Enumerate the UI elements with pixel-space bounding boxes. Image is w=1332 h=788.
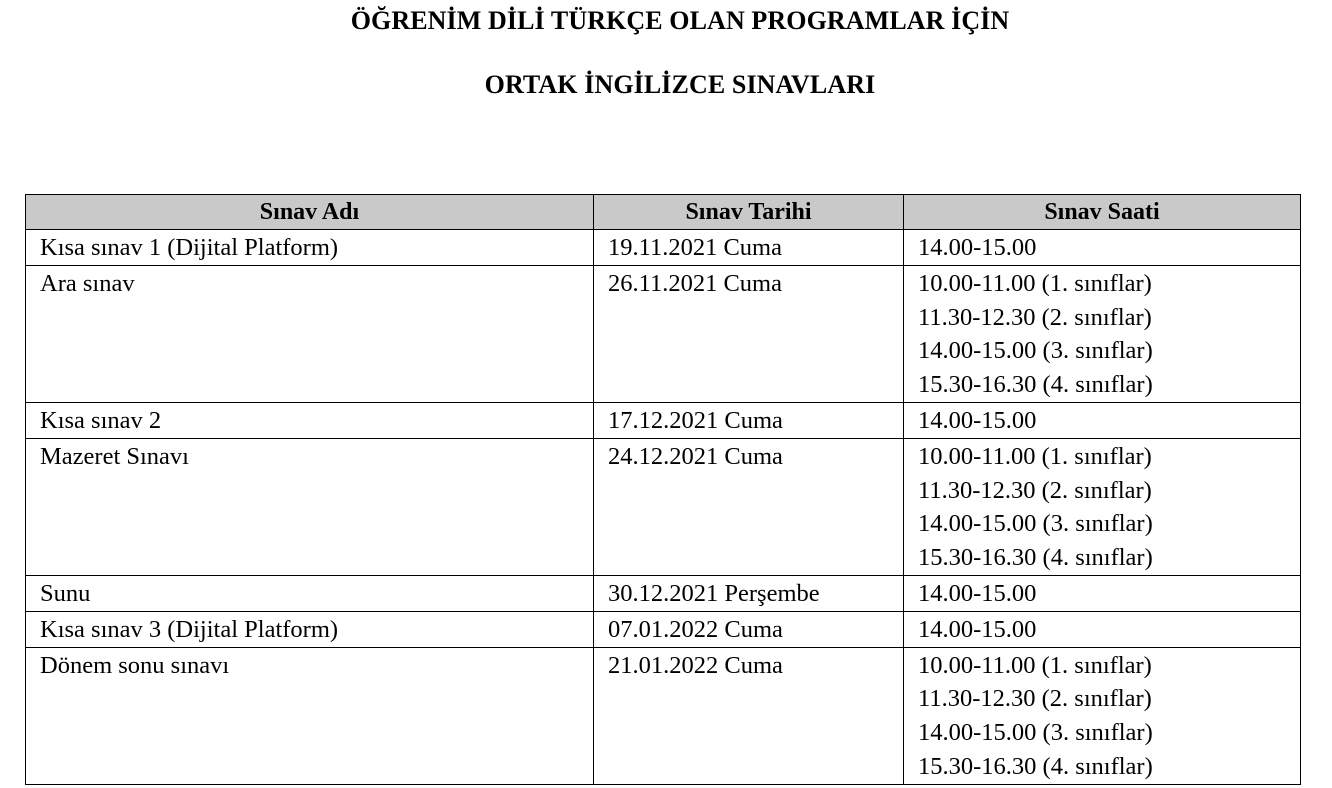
table-header-row xyxy=(26,195,1301,230)
exam-name: Kısa sınav 1 (Dijital Platform) xyxy=(40,234,339,261)
exam-name-cell xyxy=(26,230,594,266)
exam-time: 14.00-15.00 xyxy=(918,234,1037,261)
exam-time: 14.00-15.00 (3. sınıflar) xyxy=(918,337,1153,365)
exam-name: Ara sınav xyxy=(40,269,135,297)
exam-time: 15.30-16.30 (4. sınıflar) xyxy=(918,752,1153,780)
exam-time: 10.00-11.00 (1. sınıflar) xyxy=(918,269,1152,297)
exam-time: 11.30-12.30 (2. sınıflar) xyxy=(918,303,1152,331)
document-subtitle: ORTAK İNGİLİZCE SINAVLARI xyxy=(484,70,876,99)
exam-time: 14.00-15.00 xyxy=(918,406,1037,434)
exam-name: Sunu xyxy=(40,579,91,607)
table-row xyxy=(26,438,1301,575)
header-exam-time: Sınav Saati xyxy=(904,195,1301,230)
exam-date: 24.12.2021 Cuma xyxy=(608,442,783,470)
exam-date: 26.11.2021 Cuma xyxy=(608,269,782,297)
exam-time: 11.30-12.30 (2. sınıflar) xyxy=(918,685,1152,713)
exam-time-cell xyxy=(904,230,1301,266)
exam-date-cell xyxy=(594,230,904,266)
exam-time: 11.30-12.30 (2. sınıflar) xyxy=(918,476,1152,504)
exam-date: 17.12.2021 Cuma xyxy=(608,406,783,434)
exam-time: 14.00-15.00 xyxy=(918,615,1037,643)
exam-name-cell xyxy=(26,611,594,647)
exam-name-cell xyxy=(26,575,594,611)
table-row xyxy=(26,575,1301,611)
exam-time-cell xyxy=(904,611,1301,647)
exam-time: 10.00-11.00 (1. sınıflar) xyxy=(918,651,1152,679)
document-title: ÖĞRENİM DİLİ TÜRKÇE OLAN PROGRAMLAR İÇİN xyxy=(350,6,1010,35)
exam-time-cell xyxy=(904,647,1301,784)
exam-time: 14.00-15.00 (3. sınıflar) xyxy=(918,510,1153,538)
table-row xyxy=(26,647,1301,784)
exam-time: 10.00-11.00 (1. sınıflar) xyxy=(918,442,1152,470)
exam-time-cell xyxy=(904,265,1301,402)
exam-schedule-table xyxy=(25,194,1301,785)
table-row xyxy=(26,230,1301,266)
exam-time-cell xyxy=(904,402,1301,438)
exam-date-cell xyxy=(594,611,904,647)
table-row xyxy=(26,402,1301,438)
exam-time: 15.30-16.30 (4. sınıflar) xyxy=(918,544,1153,572)
exam-time-cell xyxy=(904,438,1301,575)
exam-time: 15.30-16.30 (4. sınıflar) xyxy=(918,371,1153,399)
exam-date: 21.01.2022 Cuma xyxy=(608,651,783,679)
exam-date-cell xyxy=(594,575,904,611)
exam-name: Dönem sonu sınavı xyxy=(40,651,230,679)
header-exam-date: Sınav Tarihi xyxy=(594,195,904,230)
exam-date-cell xyxy=(594,402,904,438)
exam-time: 14.00-15.00 xyxy=(918,579,1037,607)
exam-date-cell xyxy=(594,438,904,575)
exam-name-cell xyxy=(26,438,594,575)
exam-name-cell xyxy=(26,265,594,402)
table-row xyxy=(26,265,1301,402)
exam-time: 14.00-15.00 (3. sınıflar) xyxy=(918,719,1153,747)
table-row xyxy=(26,611,1301,647)
exam-name: Kısa sınav 3 (Dijital Platform) xyxy=(40,615,339,643)
exam-time-cell xyxy=(904,575,1301,611)
exam-date: 19.11.2021 Cuma xyxy=(608,234,782,261)
exam-name-cell xyxy=(26,647,594,784)
exam-date-cell xyxy=(594,647,904,784)
exam-date-cell xyxy=(594,265,904,402)
exam-name: Kısa sınav 2 xyxy=(40,406,162,434)
header-exam-name: Sınav Adı xyxy=(26,195,594,230)
exam-name: Mazeret Sınavı xyxy=(40,442,189,470)
exam-date: 07.01.2022 Cuma xyxy=(608,615,783,643)
exam-date: 30.12.2021 Perşembe xyxy=(608,579,820,607)
exam-name-cell xyxy=(26,402,594,438)
